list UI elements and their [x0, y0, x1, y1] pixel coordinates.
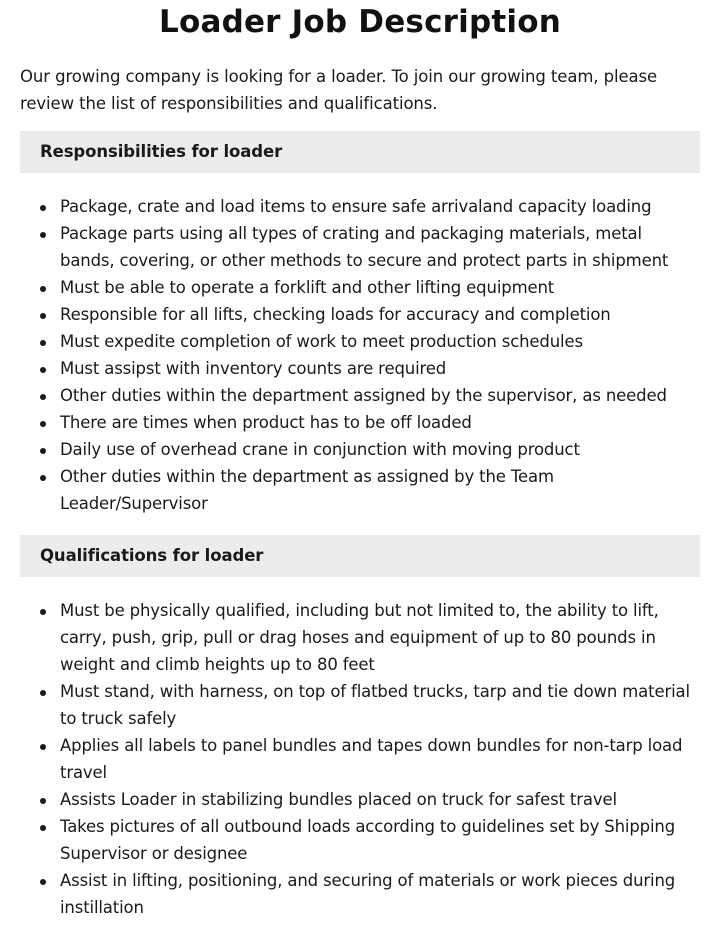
- list-item-text: Must stand, with harness, on top of flatbed trucks, tarp and tie down material to truck safely: [60, 682, 690, 728]
- list-item-text: Other duties within the department assigned by the supervisor, as needed: [60, 386, 667, 405]
- list-item: [20, 301, 700, 328]
- list-item: [20, 274, 700, 301]
- bullet-icon: [40, 313, 46, 319]
- page-title: Loader Job Description: [159, 4, 561, 40]
- bullet-icon: [40, 421, 46, 427]
- list-item-text: There are times when product has to be off loaded: [60, 413, 472, 432]
- list-item-text: Applies all labels to panel bundles and tapes down bundles for non-tarp load travel: [60, 736, 683, 782]
- list-item: [20, 463, 700, 517]
- intro-paragraph: Our growing company is looking for a loader. To join our growing team, please review the list of responsibilities and qualifications.: [20, 67, 658, 113]
- list-item: [20, 193, 700, 220]
- bullet-icon: [40, 744, 46, 750]
- list-item-text: Must be able to operate a forklift and other lifting equipment: [60, 278, 555, 297]
- list-item: [20, 732, 700, 786]
- qualifications-list: [20, 597, 700, 921]
- list-item: [20, 678, 700, 732]
- list-item-text: Other duties within the department as assigned by the Team Leader/Supervisor: [60, 467, 554, 513]
- responsibilities-list: [20, 193, 700, 517]
- list-item: [20, 867, 700, 921]
- responsibilities-heading: Responsibilities for loader: [20, 131, 700, 173]
- bullet-icon: [40, 205, 46, 211]
- bullet-icon: [40, 367, 46, 373]
- list-item-text: Package parts using all types of crating and packaging materials, metal bands, covering, or other methods to secure and protect parts in shipment: [60, 224, 669, 270]
- list-item-text: Must be physically qualified, including but not limited to, the ability to lift, carry, push, grip, pull or drag hoses and equipment of up to 80 pounds in weight and climb heights up to 80 feet: [60, 601, 659, 674]
- bullet-icon: [40, 609, 46, 615]
- bullet-icon: [40, 879, 46, 885]
- list-item: [20, 813, 700, 867]
- list-item: [20, 220, 700, 274]
- list-item: [20, 409, 700, 436]
- list-item: [20, 786, 700, 813]
- list-item-text: Takes pictures of all outbound loads according to guidelines set by Shipping Supervisor or designee: [60, 817, 676, 863]
- bullet-icon: [40, 340, 46, 346]
- bullet-icon: [40, 690, 46, 696]
- bullet-icon: [40, 825, 46, 831]
- list-item-text: Must assipst with inventory counts are required: [60, 359, 447, 378]
- list-item: [20, 597, 700, 678]
- list-item: [20, 436, 700, 463]
- bullet-icon: [40, 798, 46, 804]
- list-item: [20, 382, 700, 409]
- bullet-icon: [40, 448, 46, 454]
- list-item-text: Assist in lifting, positioning, and securing of materials or work pieces during instillation: [60, 871, 676, 917]
- bullet-icon: [40, 394, 46, 400]
- qualifications-heading: Qualifications for loader: [20, 535, 700, 577]
- bullet-icon: [40, 232, 46, 238]
- list-item-text: Must expedite completion of work to meet production schedules: [60, 332, 583, 351]
- list-item-text: Daily use of overhead crane in conjunction with moving product: [60, 440, 580, 459]
- bullet-icon: [40, 286, 46, 292]
- list-item: [20, 328, 700, 355]
- list-item-text: Package, crate and load items to ensure safe arrivaland capacity loading: [60, 197, 652, 216]
- bullet-icon: [40, 475, 46, 481]
- list-item-text: Responsible for all lifts, checking loads for accuracy and completion: [60, 305, 611, 324]
- list-item: [20, 355, 700, 382]
- list-item-text: Assists Loader in stabilizing bundles placed on truck for safest travel: [60, 790, 617, 809]
